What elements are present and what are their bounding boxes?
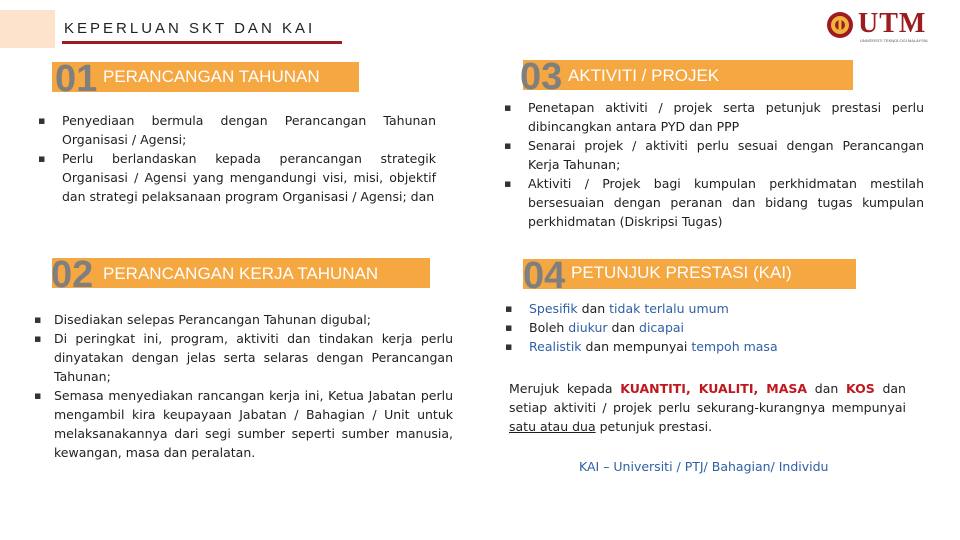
list-item: ▪ Perlu berlandaskan kepada perancangan strategik Organisasi / Agensi yang mengandungi visi, misi, objektif dan strategi pelaksanaan program Organisasi / Agensi; dan — [36, 149, 436, 206]
section-03-list — [502, 98, 924, 231]
title-underline — [62, 41, 342, 44]
section-02-number: 02 — [51, 254, 94, 296]
logo-text: UTM — [858, 8, 927, 39]
section-03-title: AKTIVITI / PROJEK — [568, 66, 720, 85]
section-03-number: 03 — [520, 56, 563, 98]
list-item: ▪ Penyediaan bermula dengan Perancangan Tahunan Organisasi / Agensi; — [36, 111, 436, 149]
utm-logo — [826, 8, 926, 44]
list-item: ▪ Spesifik dan tidak terlalu umum — [503, 299, 923, 318]
section-04-number: 04 — [523, 255, 566, 297]
section-02-list — [32, 310, 453, 462]
section-01-number: 01 — [55, 58, 98, 100]
section-01-list — [36, 111, 436, 206]
list-item: ▪ Boleh diukur dan dicapai — [503, 318, 923, 337]
list-item: ▪ Realistik dan mempunyai tempoh masa — [503, 337, 923, 356]
list-item: ▪ Di peringkat ini, program, aktiviti dan tindakan kerja perlu dinyatakan dengan jelas serta selaras dengan Perancangan Tahunan; — [32, 329, 453, 386]
kai-levels-footer: KAI – Universiti / PTJ/ Bahagian/ Individu — [579, 459, 829, 474]
section-01-title: PERANCANGAN TAHUNAN — [103, 67, 320, 86]
list-item: ▪ Disediakan selepas Perancangan Tahunan digubal; — [32, 310, 453, 329]
header-accent-block — [0, 10, 55, 48]
list-item: ▪ Aktiviti / Projek bagi kumpulan perkhidmatan mestilah bersesuaian dengan peranan dan bidang tugas kumpulan perkhidmatan (Diskripsi Tugas) — [502, 174, 924, 231]
section-02-title: PERANCANGAN KERJA TAHUNAN — [103, 264, 379, 283]
page-title: KEPERLUAN SKT DAN KAI — [64, 20, 316, 37]
section-04-title: PETUNJUK PRESTASI (KAI) — [571, 263, 792, 282]
list-item: ▪ Semasa menyediakan rancangan kerja ini, Ketua Jabatan perlu mengambil kira keupayaan Jabatan / Bahagian / Unit untuk melaksanakannya dari segi sumber seperti sumber manusia, kewangan, masa dan peralatan. — [32, 386, 453, 462]
list-item: ▪ Senarai projek / aktiviti perlu sesuai dengan Perancangan Kerja Tahunan; — [502, 136, 924, 174]
list-item: ▪ Penetapan aktiviti / projek serta petunjuk prestasi perlu dibincangkan antara PYD dan PPP — [502, 98, 924, 136]
section-04-list — [503, 299, 923, 356]
kai-reference-note: Merujuk kepada KUANTITI, KUALITI, MASA dan KOS dan setiap aktiviti / projek perlu sekurang-kurangnya mempunyai satu atau dua petunjuk prestasi. — [509, 381, 906, 434]
logo-subtext: UNIVERSITI TEKNOLOGI MALAYSIA — [860, 38, 928, 43]
